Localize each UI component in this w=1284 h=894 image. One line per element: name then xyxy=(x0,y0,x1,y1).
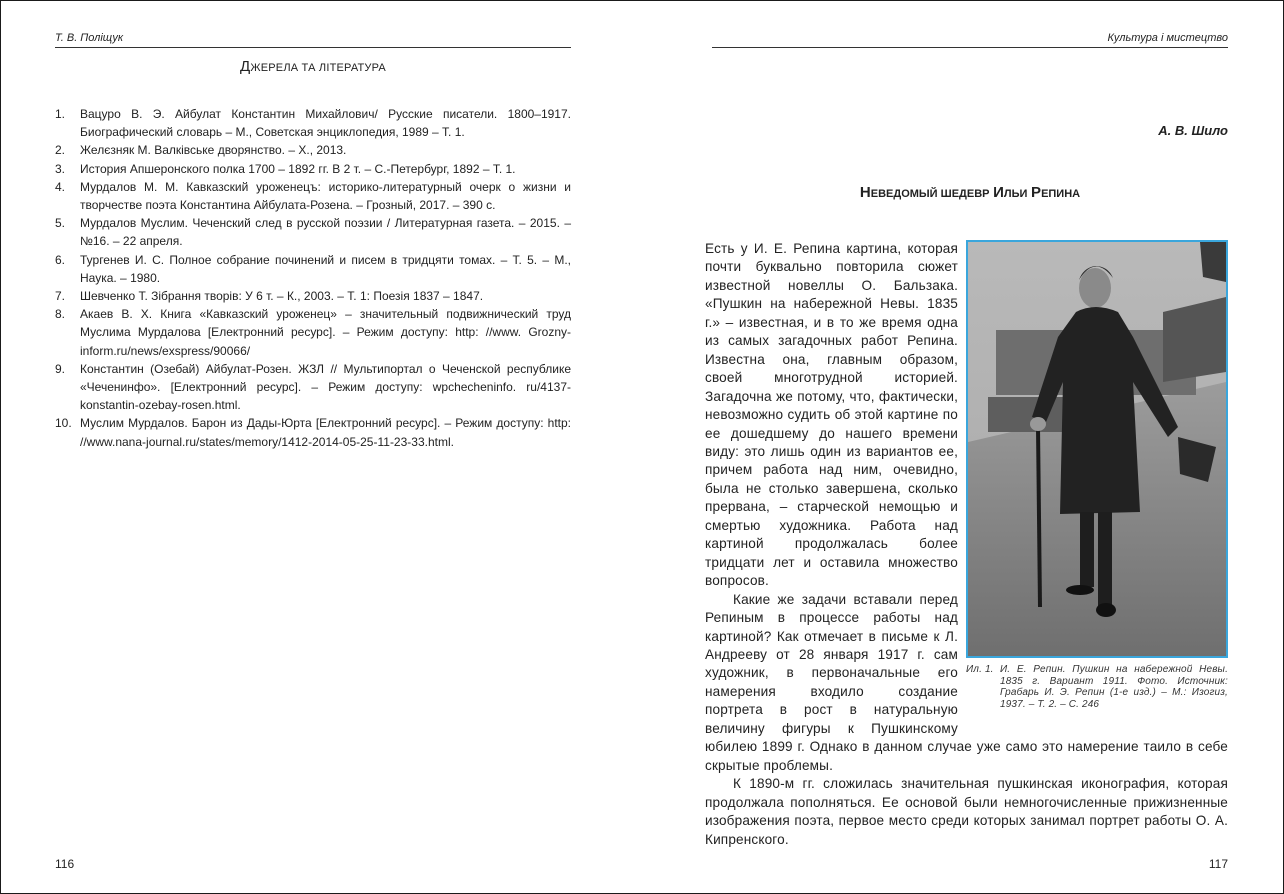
page-number-left: 116 xyxy=(55,857,75,871)
reference-number: 8. xyxy=(55,307,66,322)
pushkin-portrait-image xyxy=(968,242,1226,656)
paragraph: Есть у И. Е. Репина картина, которая почти буквально повторила сюжет известной новеллы О. Бальзака. «Пушкин на набережной Невы. 1835 г.» – известная, и в то же время одна из самых загадочных работ Репина. Известна она, главным образом, своей многотрудной историей. Загадочна же потому, что, фактически, невозможно судить об этой картине по ее дошедшему до нашего времени виду: это лишь один из вариантов ее, причем работа над ним, очевидно, была не столько завершена, сколько прервана, – старческой немощью и смертью художника. Работа над картиной продолжалась более тридцати лет и оставила множество вопросов. xyxy=(705,241,958,589)
title-initial: Н xyxy=(859,184,871,201)
paragraph: Какие же задачи вставали перед Репиным в процессе работы над картиной? Как отмечает в письме к Л. Андрееву от 28 января 1917 г. сам художник, в первоначальные его намерения входило создание портрета в рост в натуральную величину фигуры к Пушкинскому юбилею 1899 г. Однако в данном случае уже само это намерение таило в себе скрытые проблемы. xyxy=(705,591,1228,773)
reference-text: Мурдалов Муслим. Чеченский след в русской поэзии / Литературная газета. – 2015. – №16. – 22 апреля. xyxy=(80,216,571,249)
page-number-right: 117 xyxy=(1208,857,1228,871)
reference-item xyxy=(55,178,571,214)
article-body xyxy=(705,240,1228,849)
reference-number: 9. xyxy=(55,361,66,376)
reference-number: 1. xyxy=(55,107,66,121)
hand-left xyxy=(1030,417,1046,431)
section-title-rest: ЖЕРЕЛА ТА ЛІТЕРАТУРА xyxy=(250,62,386,74)
reference-item xyxy=(55,305,571,360)
reference-item xyxy=(55,160,571,178)
reference-text: Желєзняк М. Валківське дворянство. – Х., 2013. xyxy=(80,143,347,158)
reference-number: 10. xyxy=(55,416,72,431)
running-head-left: Т. В. Поліщук xyxy=(55,31,571,48)
reference-item xyxy=(55,414,571,450)
figure-image-frame xyxy=(966,240,1228,658)
cane xyxy=(1038,427,1040,607)
title-initial: И xyxy=(993,184,1004,201)
reference-number: 5. xyxy=(55,216,66,231)
left-page xyxy=(55,1,571,893)
reference-number: 3. xyxy=(55,161,66,176)
running-head-right: Культура і мистецтво xyxy=(712,31,1228,48)
reference-item xyxy=(55,360,571,415)
shoe-right xyxy=(1096,603,1116,617)
caption-label: Ил. 1. xyxy=(966,664,994,675)
reference-item xyxy=(55,287,571,305)
reference-number: 4. xyxy=(55,179,66,194)
reference-text: Муслим Мурдалов. Барон из Дады-Юрта [Електронний ресурс]. – Режим доступу: http: //www.nana-journal.ru/states/memory/1412-2014-05-25-11-23-33.html. xyxy=(80,416,571,449)
right-page xyxy=(705,1,1228,893)
sphinx-statue xyxy=(1200,242,1226,282)
section-title xyxy=(55,58,571,75)
figure-caption xyxy=(966,664,1228,710)
reference-text: Тургенев И. С. Полное собрание починений и писем в тридцяти томах. – Т. 5. – М., Наука. – 1980. xyxy=(80,252,571,285)
reference-number: 2. xyxy=(55,143,66,158)
reference-item xyxy=(55,105,571,141)
title-initial: Р xyxy=(1031,184,1042,201)
leg-left xyxy=(1080,512,1094,587)
figure xyxy=(966,240,1228,722)
reference-text: Мурдалов М. М. Кавказский уроженецъ: историко-литературный очерк о жизни и творчестве поэта Константина Айбулата-Розена. – Грозный, 2017. – 390 с. xyxy=(80,179,571,213)
reference-text: Акаев В. Х. Книга «Кавказский уроженец» – значительный подвижнический труд Муслима Мурдалова [Електронний ресурс]. – Режим доступу: http: //www. Grozny-inform.ru/news/exspress/90066/ xyxy=(80,307,571,358)
reference-text: Вацуро В. Э. Айбулат Константин Михайлович/ Русские писатели. 1800–1917. Биографический словарь – М., Советская энциклопедия, 1989 – Т. 1. xyxy=(80,107,571,140)
reference-number: 6. xyxy=(55,252,66,267)
reference-text: Шевченко Т. Зібрання творів: У 6 т. – К., 2003. – Т. 1: Поезія 1837 – 1847. xyxy=(80,289,484,304)
reference-text: Константин (Озебай) Айбулат-Розен. ЖЗЛ // Мультипортал о Чеченской республике «Чеченинфо». [Електронний ресурс]. – Режим доступу: wpchecheninfo. ru/4137-konstantin-ozebay-rosen.html. xyxy=(80,361,571,413)
section-title-initial: Д xyxy=(240,58,251,75)
article-title xyxy=(712,184,1228,201)
head xyxy=(1079,268,1111,308)
paragraph: К 1890-м гг. сложилась значительная пушкинская иконография, которая продолжала пополняться. Ее основой были немногочисленные прижизненные изображения поэта, первое место среди которых занимал портрет работы О. А. Кипренского. xyxy=(705,776,1228,847)
reference-item xyxy=(55,251,571,287)
reference-list xyxy=(55,105,571,451)
title-smallcaps: ЕВЕДОМЫЙ ШЕДЕВР xyxy=(870,188,990,200)
reference-item xyxy=(55,214,571,250)
shoe-left xyxy=(1066,585,1094,595)
reference-text: История Апшеронского полка 1700 – 1892 гг. В 2 т. – С.-Петербург, 1892 – Т. 1. xyxy=(80,161,516,176)
reference-item xyxy=(55,141,571,159)
parapet-base xyxy=(988,397,1068,432)
article-author: А. В. Шило xyxy=(1158,123,1228,138)
leg-right xyxy=(1098,512,1112,607)
reference-number: 7. xyxy=(55,289,66,304)
title-smallcaps: ЕПИНА xyxy=(1041,188,1081,200)
caption-text: И. Е. Репин. Пушкин на набережной Невы. 1835 г. Вариант 1911. Фото. Источник: Грабарь И. Э. Репин (1-е изд.) – М.: Изогиз, 1937. – Т. 2. – С. 246 xyxy=(1000,664,1228,710)
title-smallcaps: ЛЬИ xyxy=(1003,188,1028,200)
